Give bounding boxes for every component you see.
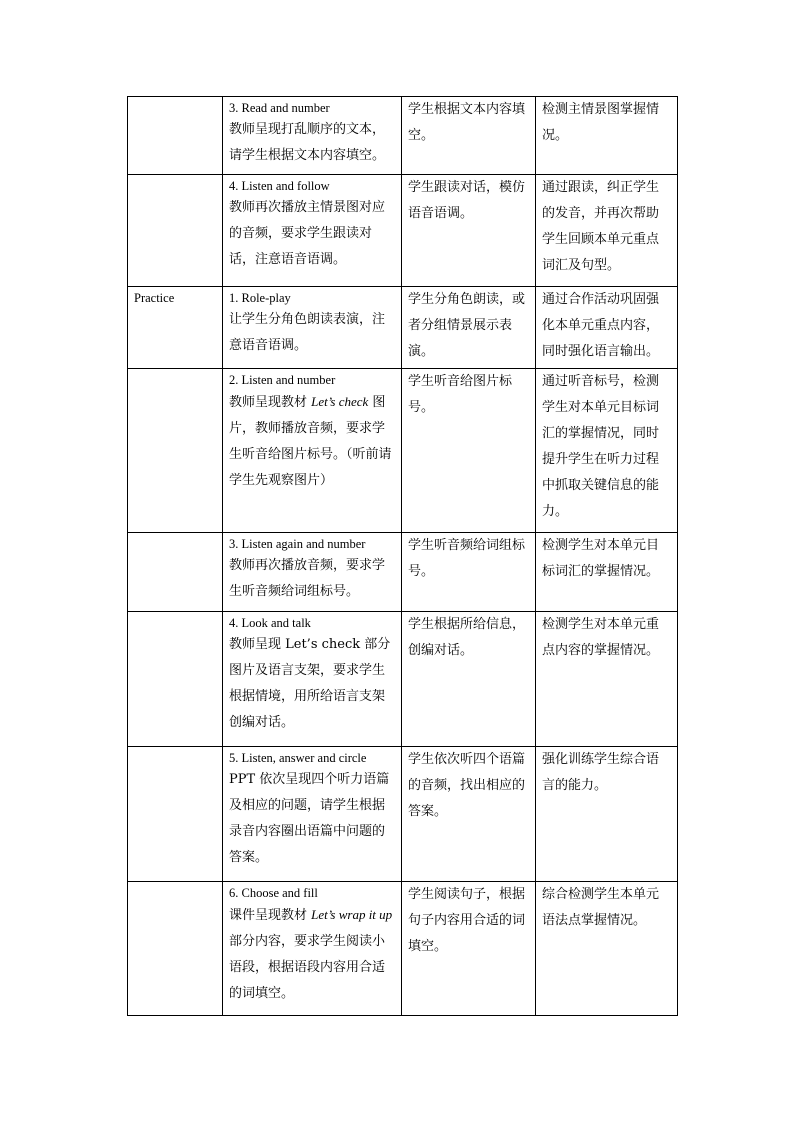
stage-cell	[128, 175, 223, 287]
activity-cell	[223, 747, 402, 882]
activity-heading: 4. Look and talk	[229, 616, 311, 630]
activity-heading: 4. Listen and follow	[229, 179, 330, 193]
activity-cell	[223, 97, 402, 175]
student-activity: 学生根据文本内容填空。	[402, 97, 536, 175]
activity-cell	[223, 533, 402, 612]
activity-purpose: 检测学生对本单元重点内容的掌握情况。	[536, 612, 678, 747]
activity-cell	[223, 287, 402, 369]
student-activity: 学生听音频给词组标号。	[402, 533, 536, 612]
student-activity: 学生根据所给信息，创编对话。	[402, 612, 536, 747]
activity-heading: 6. Choose and fill	[229, 886, 318, 900]
activity-purpose: 通过合作活动巩固强化本单元重点内容，同时强化语言输出。	[536, 287, 678, 369]
activity-purpose: 通过跟读，纠正学生的发音，并再次帮助学生回顾本单元重点词汇及句型。	[536, 175, 678, 287]
table-row	[128, 747, 678, 882]
activity-heading: 3. Listen again and number	[229, 537, 366, 551]
activity-heading: 5. Listen, answer and circle	[229, 751, 367, 765]
activity-cell	[223, 175, 402, 287]
teacher-activity: 教师呈现打乱顺序的文本，请学生根据文本内容填空。	[229, 122, 386, 163]
activity-purpose: 检测学生对本单元目标词汇的掌握情况。	[536, 533, 678, 612]
table-row	[128, 882, 678, 1016]
stage-cell	[128, 747, 223, 882]
table-row	[128, 287, 678, 369]
activity-cell	[223, 882, 402, 1016]
textbook-section: Let’s check	[311, 394, 369, 409]
activity-purpose: 强化训练学生综合语言的能力。	[536, 747, 678, 882]
teacher-activity: PPT 依次呈现四个听力语篇及相应的问题，请学生根据录音内容圈出语篇中问题的答案。	[229, 772, 390, 865]
table-row	[128, 533, 678, 612]
stage-cell	[128, 882, 223, 1016]
lesson-plan-table	[127, 96, 678, 1016]
student-activity: 学生分角色朗读，或者分组情景展示表演。	[402, 287, 536, 369]
table-row	[128, 97, 678, 175]
stage-cell: Practice	[128, 287, 223, 369]
activity-purpose: 综合检测学生本单元语法点掌握情况。	[536, 882, 678, 1016]
textbook-section: Let’s wrap it up	[311, 907, 393, 922]
teacher-activity: 教师再次播放主情景图对应的音频，要求学生跟读对话，注意语音语调。	[229, 200, 386, 267]
teacher-activity: 教师呈现 Let’s check 部分图片及语言支架，要求学生根据情境，用所给语言支架创编对话。	[229, 637, 391, 730]
table-row	[128, 612, 678, 747]
activity-purpose: 通过听音标号，检测学生对本单元目标词汇的掌握情况，同时提升学生在听力过程中抓取关键信息的能力。	[536, 369, 678, 533]
table-row	[128, 175, 678, 287]
stage-cell	[128, 533, 223, 612]
stage-cell	[128, 612, 223, 747]
student-activity: 学生听音给图片标号。	[402, 369, 536, 533]
activity-purpose: 检测主情景图掌握情况。	[536, 97, 678, 175]
activity-heading: 2. Listen and number	[229, 373, 336, 387]
teacher-activity: 教师呈现教材 Let’s check 图片，教师播放音频，要求学生听音给图片标号。（听前请学生先观察图片）	[229, 394, 392, 488]
stage-cell	[128, 369, 223, 533]
activity-heading: 1. Role-play	[229, 291, 291, 305]
activity-cell	[223, 612, 402, 747]
teacher-activity: 教师再次播放音频，要求学生听音频给词组标号。	[229, 558, 386, 599]
student-activity: 学生跟读对话，模仿语音语调。	[402, 175, 536, 287]
student-activity: 学生依次听四个语篇的音频，找出相应的答案。	[402, 747, 536, 882]
student-activity: 学生阅读句子，根据句子内容用合适的词填空。	[402, 882, 536, 1016]
activity-cell	[223, 369, 402, 533]
activity-heading: 3. Read and number	[229, 101, 330, 115]
stage-cell	[128, 97, 223, 175]
teacher-activity: 让学生分角色朗读表演，注意语音语调。	[229, 312, 386, 353]
teacher-activity: 课件呈现教材 Let’s wrap it up 部分内容，要求学生阅读小语段，根据语段内容用合适的词填空。	[229, 907, 393, 1001]
table-row	[128, 369, 678, 533]
